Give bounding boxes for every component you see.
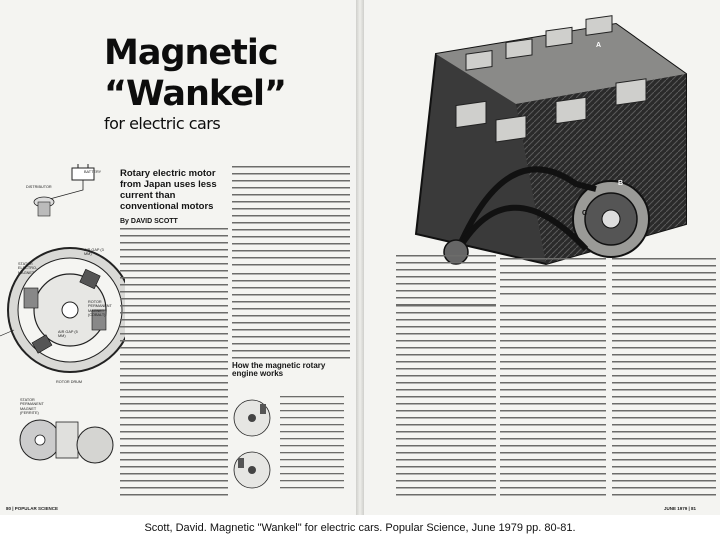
right-column-text-block-middle — [232, 273, 350, 359]
photo-label-b: B — [618, 180, 624, 187]
label-air-gap-3mm: AIR GAP (3 MM) — [84, 248, 104, 257]
headline-line-3: for electric cars — [104, 114, 221, 133]
right-page-column-3 — [612, 305, 716, 500]
folio-left: 80 | POPULAR SCIENCE — [6, 506, 59, 511]
label-battery: BATTERY — [84, 170, 102, 174]
right-page-column-1 — [396, 305, 496, 500]
photo-caption-col-2 — [500, 258, 606, 298]
headline-line-2: “Wankel” — [104, 74, 286, 114]
distributor-icon — [34, 197, 54, 216]
photo-label-a: A — [596, 42, 602, 49]
article-headline — [104, 33, 286, 133]
label-stator: STATOR ELECTRO-MAGNET — [18, 262, 38, 275]
label-rotor-drum: ROTOR DRUM — [56, 380, 83, 384]
photo-caption-col-1 — [396, 255, 496, 305]
rotor-step-2-icon — [234, 452, 270, 488]
motor-cutaway-photo — [396, 14, 696, 274]
label-distributor: DISTRIBUTOR — [26, 185, 52, 189]
label-stator-permanent-magnet: STATOR PERMANENT MAGNET (FERRITE) — [20, 398, 44, 416]
rotor-sequence-diagram — [230, 388, 350, 508]
right-page-column-2 — [500, 305, 606, 500]
article-deck: Rotary electric motor from Japan uses less current than conventional motors — [120, 168, 217, 212]
subhead: How the magnetic rotary engine works — [232, 361, 326, 379]
left-page — [0, 0, 356, 515]
photo-caption-col-3 — [612, 258, 716, 298]
label-air-gap-5mm: AIR GAP (5 MM) — [58, 330, 78, 339]
folio-right: JUNE 1979 | 81 — [664, 506, 697, 511]
article-byline: By DAVID SCOTT — [120, 218, 178, 225]
right-page — [364, 0, 720, 515]
rotor-drum-icon — [20, 420, 113, 463]
citation-caption: Scott, David. Magnetic "Wankel" for electric cars. Popular Science, June 1979 pp. 80-81. — [144, 522, 576, 534]
page-gutter — [356, 0, 364, 515]
left-column-text-block — [120, 228, 228, 498]
headline-line-1: Magnetic — [104, 33, 278, 73]
right-column-text-block-top — [232, 166, 350, 271]
rotor-step-1-icon — [234, 400, 270, 436]
label-rotor-permanent-magnet: ROTOR PERMANENT MAGNET (COBALT) — [88, 300, 112, 318]
photo-label-c: C — [582, 210, 588, 217]
